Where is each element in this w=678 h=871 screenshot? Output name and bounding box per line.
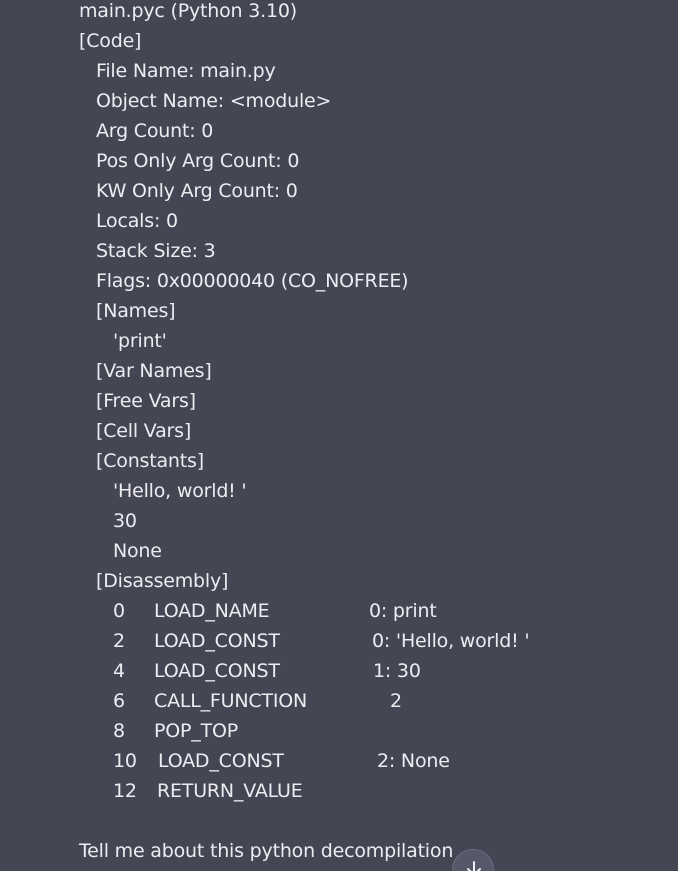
disasm-opcode: POP_TOP xyxy=(154,720,238,742)
header-line: main.pyc (Python 3.10) xyxy=(79,0,297,22)
disasm-argument: 0: print xyxy=(369,600,437,622)
disasm-offset: 6 xyxy=(113,690,125,712)
code-flags: Flags: 0x00000040 (CO_NOFREE) xyxy=(96,270,409,292)
disasm-offset: 2 xyxy=(113,630,125,652)
disasm-opcode: LOAD_CONST xyxy=(154,630,280,652)
section-cell-vars: [Cell Vars] xyxy=(96,420,192,442)
user-prompt: Tell me about this python decompilation xyxy=(79,840,454,862)
section-code: [Code] xyxy=(79,30,142,52)
code-pos-only-arg-count: Pos Only Arg Count: 0 xyxy=(96,150,300,172)
section-constants: [Constants] xyxy=(96,450,204,472)
code-object-name: Object Name: <module> xyxy=(96,90,332,112)
disasm-opcode: LOAD_CONST xyxy=(154,660,280,682)
disasm-offset: 4 xyxy=(113,660,125,682)
code-kw-only-arg-count: KW Only Arg Count: 0 xyxy=(96,180,298,202)
section-var-names: [Var Names] xyxy=(96,360,212,382)
disasm-offset: 8 xyxy=(113,720,125,742)
disasm-argument: 2: None xyxy=(377,750,450,772)
name-print: 'print' xyxy=(113,330,167,352)
constant-none: None xyxy=(113,540,162,562)
constant-hello: 'Hello, world! ' xyxy=(113,480,247,502)
disasm-offset: 12 xyxy=(113,780,137,802)
section-disassembly: [Disassembly] xyxy=(96,570,229,592)
section-free-vars: [Free Vars] xyxy=(96,390,196,412)
code-arg-count: Arg Count: 0 xyxy=(96,120,214,142)
disasm-opcode: LOAD_CONST xyxy=(158,750,284,772)
code-file-name: File Name: main.py xyxy=(96,60,276,82)
disasm-argument: 1: 30 xyxy=(373,660,421,682)
disasm-opcode: LOAD_NAME xyxy=(154,600,270,622)
disasm-offset: 0 xyxy=(113,600,125,622)
constant-30: 30 xyxy=(113,510,137,532)
section-names: [Names] xyxy=(96,300,176,322)
code-stack-size: Stack Size: 3 xyxy=(96,240,216,262)
disasm-argument: 2 xyxy=(390,690,402,712)
arrow-down-icon xyxy=(465,860,483,871)
disasm-argument: 0: 'Hello, world! ' xyxy=(372,630,530,652)
disasm-opcode: RETURN_VALUE xyxy=(157,780,303,802)
scroll-to-bottom-button[interactable] xyxy=(452,849,494,871)
disasm-opcode: CALL_FUNCTION xyxy=(154,690,308,712)
code-locals: Locals: 0 xyxy=(96,210,178,232)
disasm-offset: 10 xyxy=(113,750,137,772)
